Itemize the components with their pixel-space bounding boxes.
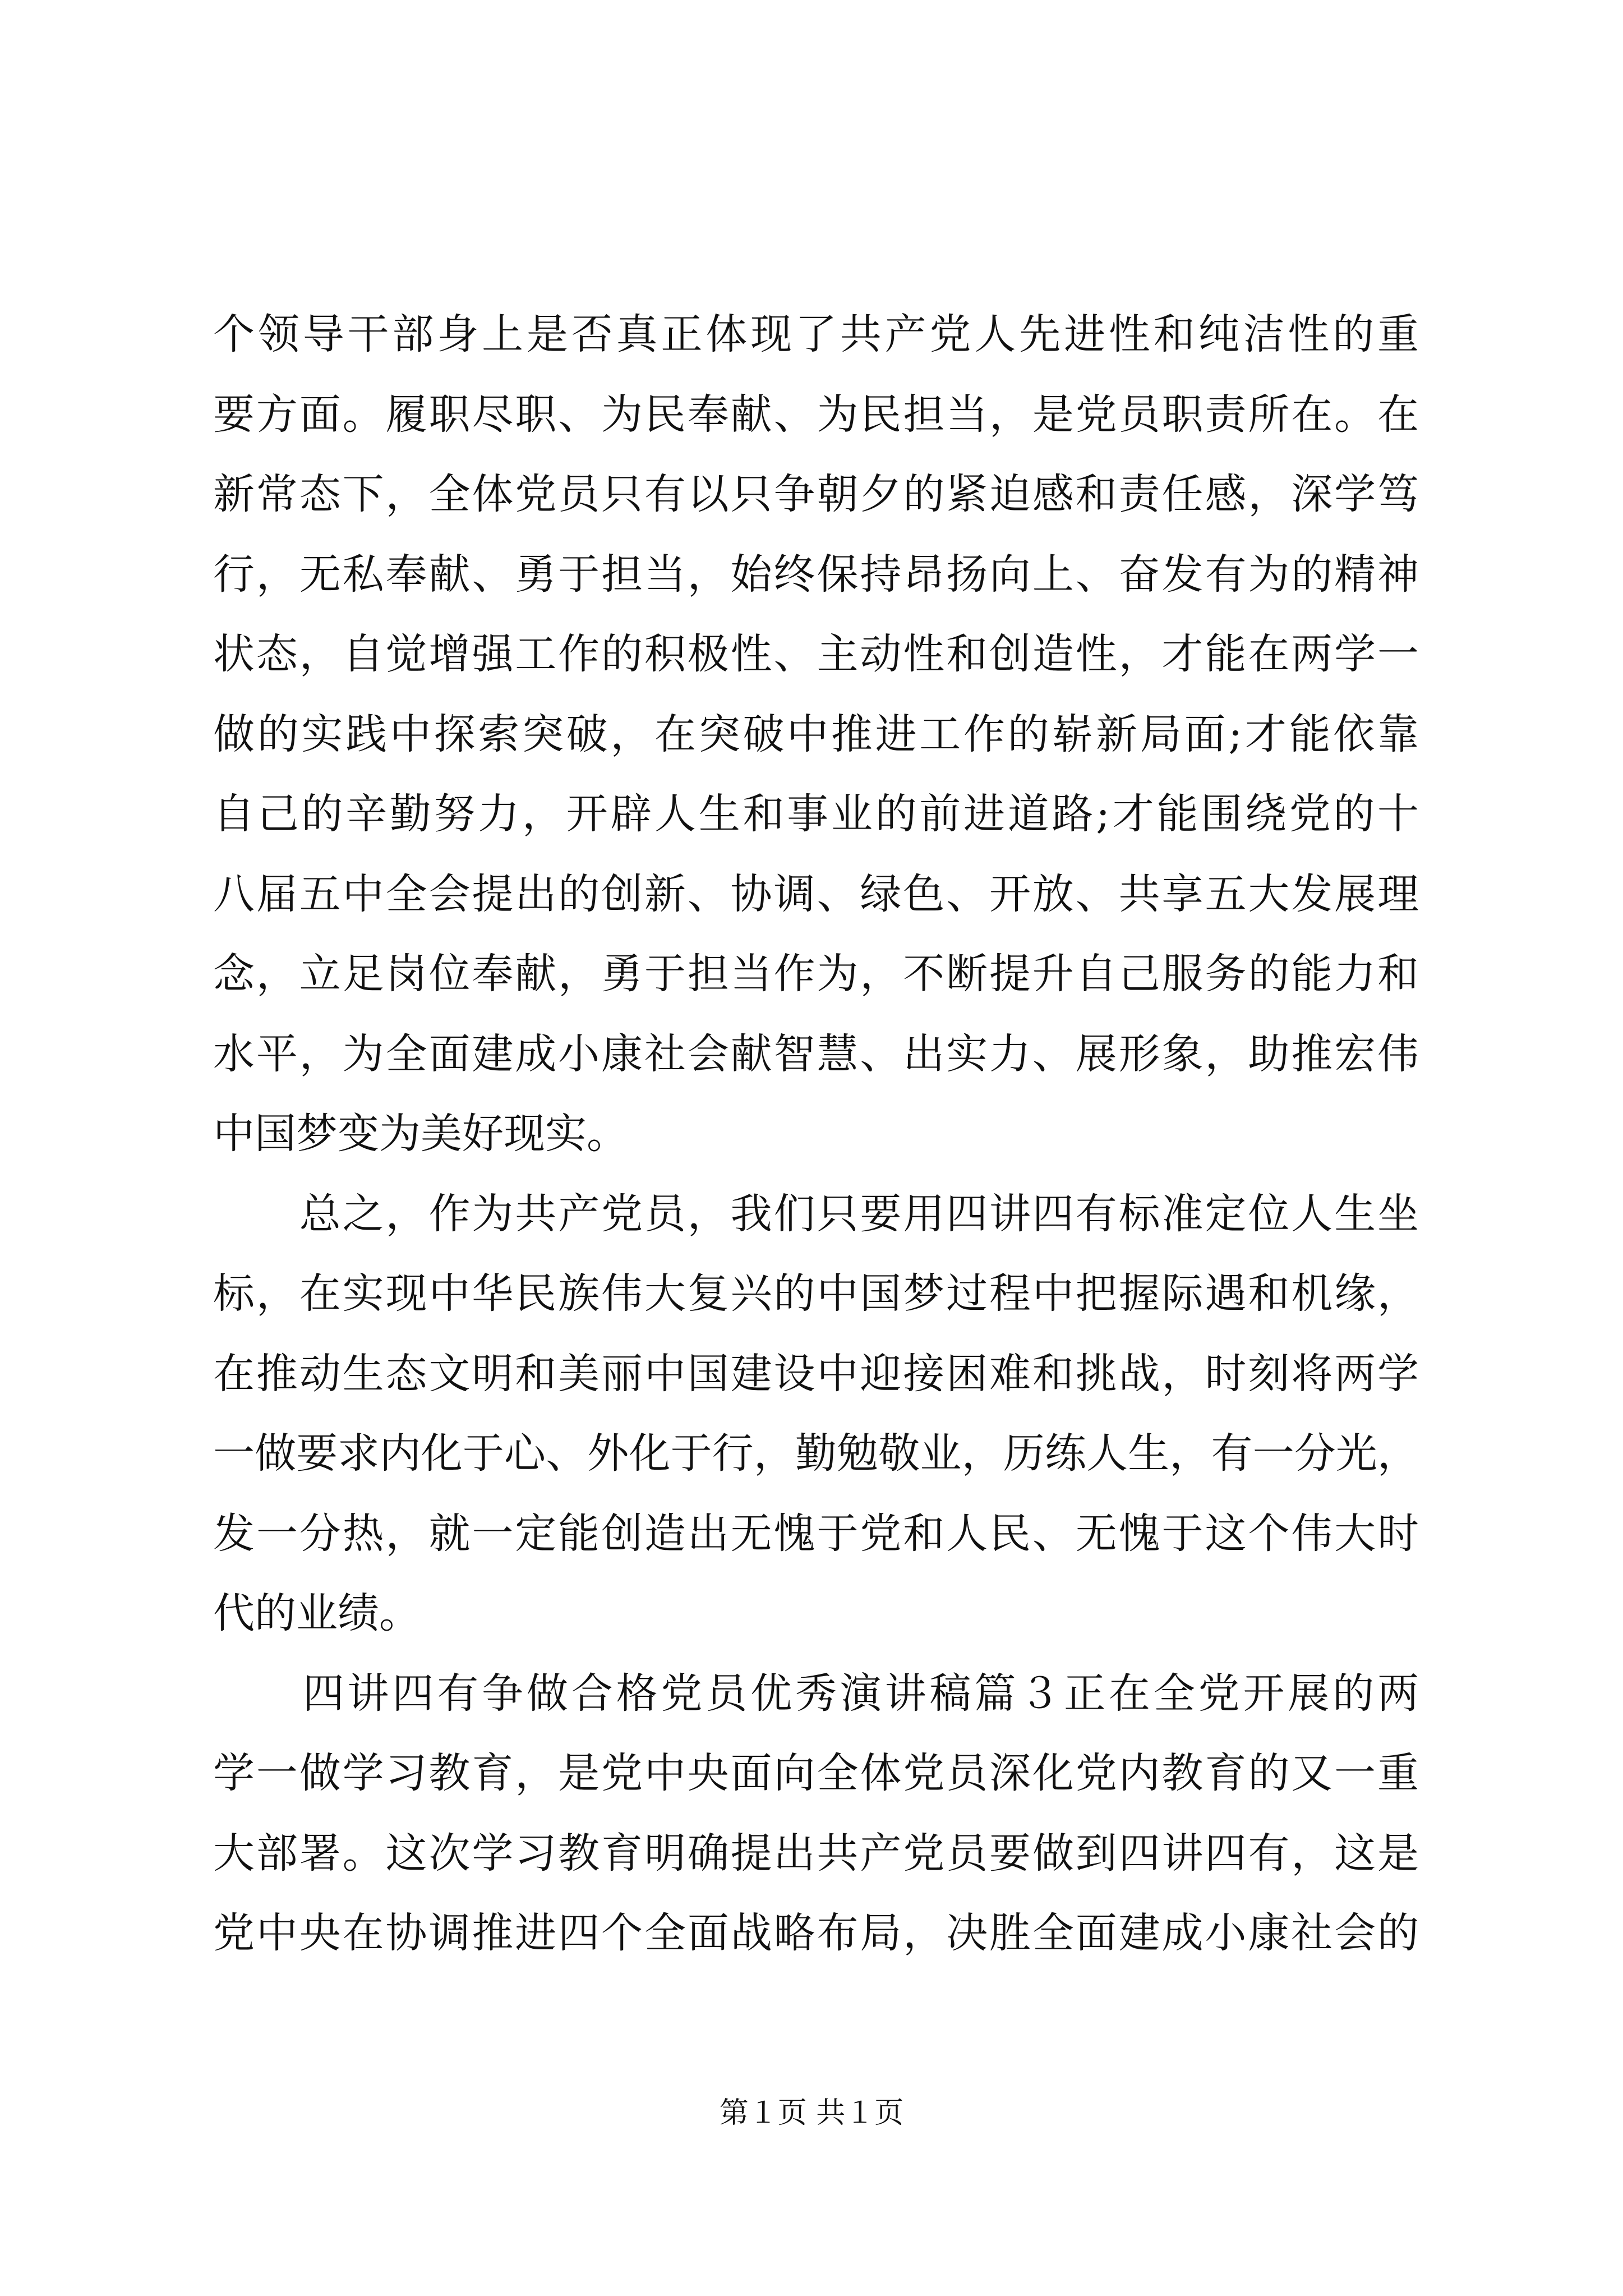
text-line: 大部署。这次学习教育明确提出共产党员要做到四讲四有，这是 bbox=[213, 1829, 1419, 1878]
document-body bbox=[213, 295, 1419, 1973]
text-line: 做的实践中探索突破，在突破中推进工作的崭新局面;才能依靠 bbox=[213, 710, 1419, 758]
text-line: 中国梦变为美好现实。 bbox=[213, 1110, 628, 1158]
paragraph-1 bbox=[213, 295, 1419, 1174]
text-line: 水平，为全面建成小康社会献智慧、出实力、展形象，助推宏伟 bbox=[213, 1029, 1419, 1078]
text-line: 学一做学习教育，是党中央面向全体党员深化党内教育的又一重 bbox=[213, 1749, 1419, 1797]
paragraph-3 bbox=[213, 1654, 1419, 1973]
text-line: 在推动生态文明和美丽中国建设中迎接困难和挑战，时刻将两学 bbox=[213, 1349, 1419, 1398]
text-line: 自己的辛勤努力，开辟人生和事业的前进道路;才能围绕党的十 bbox=[213, 790, 1419, 838]
text-line: 新常态下，全体党员只有以只争朝夕的紧迫感和责任感，深学笃 bbox=[213, 470, 1419, 518]
paragraph-2 bbox=[213, 1174, 1419, 1654]
text-line: 四讲四有争做合格党员优秀演讲稿篇３正在全党开展的两 bbox=[213, 1669, 1419, 1718]
text-line: 标，在实现中华民族伟大复兴的中国梦过程中把握际遇和机缘， bbox=[213, 1269, 1419, 1318]
text-line: 发一分热，就一定能创造出无愧于党和人民、无愧于这个伟大时 bbox=[213, 1509, 1419, 1558]
text-line: 代的业绩。 bbox=[213, 1589, 421, 1637]
text-line: 党中央在协调推进四个全面战略布局，决胜全面建成小康社会的 bbox=[213, 1909, 1419, 1957]
page-footer: 第１页 共１页 bbox=[719, 2096, 904, 2130]
text-line: 个领导干部身上是否真正体现了共产党人先进性和纯洁性的重 bbox=[213, 310, 1419, 358]
text-line: 念，立足岗位奉献，勇于担当作为，不断提升自己服务的能力和 bbox=[213, 950, 1419, 998]
text-line: 一做要求内化于心、外化于行，勤勉敬业，历练人生，有一分光， bbox=[213, 1429, 1419, 1478]
text-line: 行，无私奉献、勇于担当，始终保持昂扬向上、奋发有为的精神 bbox=[213, 550, 1419, 599]
text-line: 要方面。履职尽职、为民奉献、为民担当，是党员职责所在。在 bbox=[213, 390, 1419, 439]
text-line: 八届五中全会提出的创新、协调、绿色、开放、共享五大发展理 bbox=[213, 869, 1419, 918]
text-line: 总之，作为共产党员，我们只要用四讲四有标准定位人生坐 bbox=[213, 1189, 1419, 1238]
text-line: 状态，自觉增强工作的积极性、主动性和创造性，才能在两学一 bbox=[213, 630, 1419, 678]
